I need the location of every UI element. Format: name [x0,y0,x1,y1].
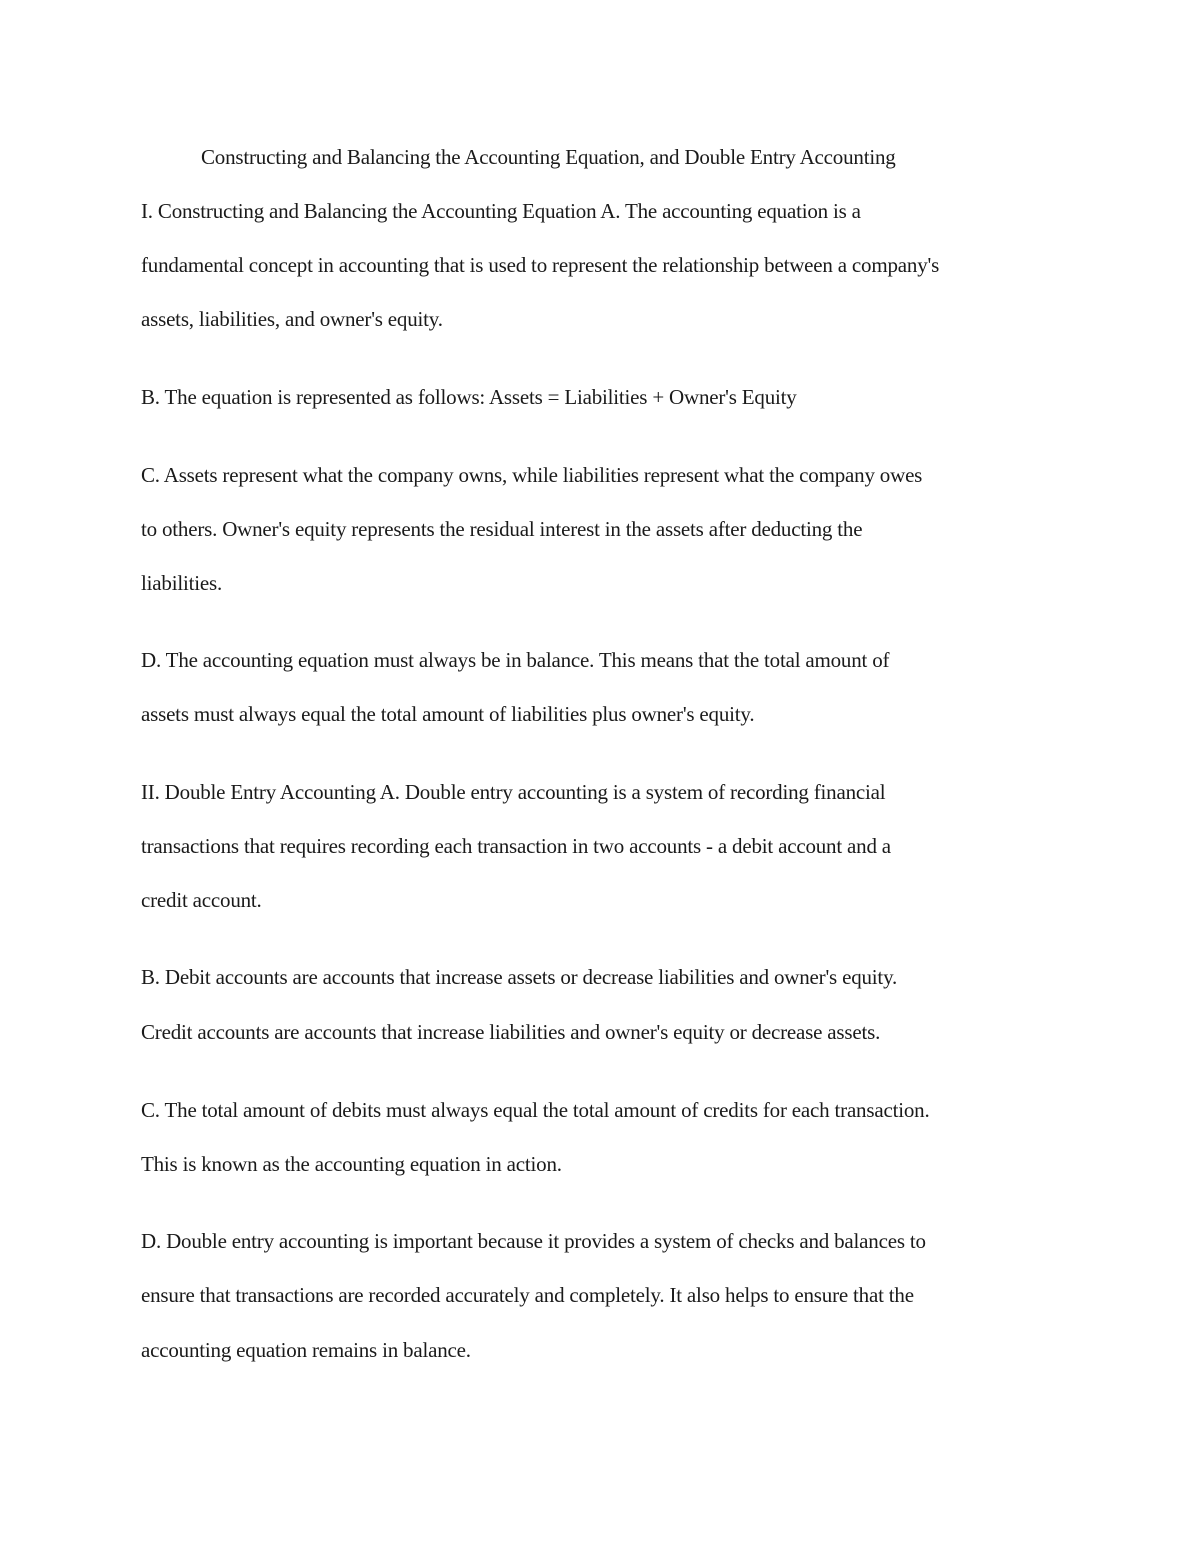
paragraph-line: assets must always equal the total amount of liabilities plus owner's equity. [141,702,755,726]
paragraph-line: C. The total amount of debits must always equal the total amount of credits for each transaction. [141,1098,930,1122]
paragraph-line: D. Double entry accounting is important because it provides a system of checks and balances to [141,1229,926,1253]
paragraph-line: This is known as the accounting equation in action. [141,1152,562,1176]
paragraph-line: transactions that requires recording each transaction in two accounts - a debit account and a [141,834,891,858]
paragraph-line: Credit accounts are accounts that increase liabilities and owner's equity or decrease assets. [141,1020,881,1044]
paragraph-line: ensure that transactions are recorded accurately and completely. It also helps to ensure that the [141,1283,914,1307]
paragraph-line: C. Assets represent what the company owns, while liabilities represent what the company owes [141,463,923,487]
paragraph-line: I. Constructing and Balancing the Accounting Equation A. The accounting equation is a [141,199,861,223]
paragraph-line: fundamental concept in accounting that is used to represent the relationship between a company's [141,253,940,277]
paragraph-line: B. The equation is represented as follows: Assets = Liabilities + Owner's Equity [141,385,797,409]
paragraph-line: assets, liabilities, and owner's equity. [141,307,443,331]
paragraph-line: credit account. [141,888,262,912]
paragraph-line: to others. Owner's equity represents the residual interest in the assets after deducting the [141,517,863,541]
paragraph-line: II. Double Entry Accounting A. Double entry accounting is a system of recording financial [141,780,886,804]
paragraph-line: accounting equation remains in balance. [141,1338,471,1362]
paragraph-line: D. The accounting equation must always be in balance. This means that the total amount of [141,648,890,672]
paragraph-line: liabilities. [141,571,223,595]
paragraph-line: B. Debit accounts are accounts that increase assets or decrease liabilities and owner's equity. [141,965,898,989]
document-title: Constructing and Balancing the Accounting Equation, and Double Entry Accounting [201,145,896,169]
